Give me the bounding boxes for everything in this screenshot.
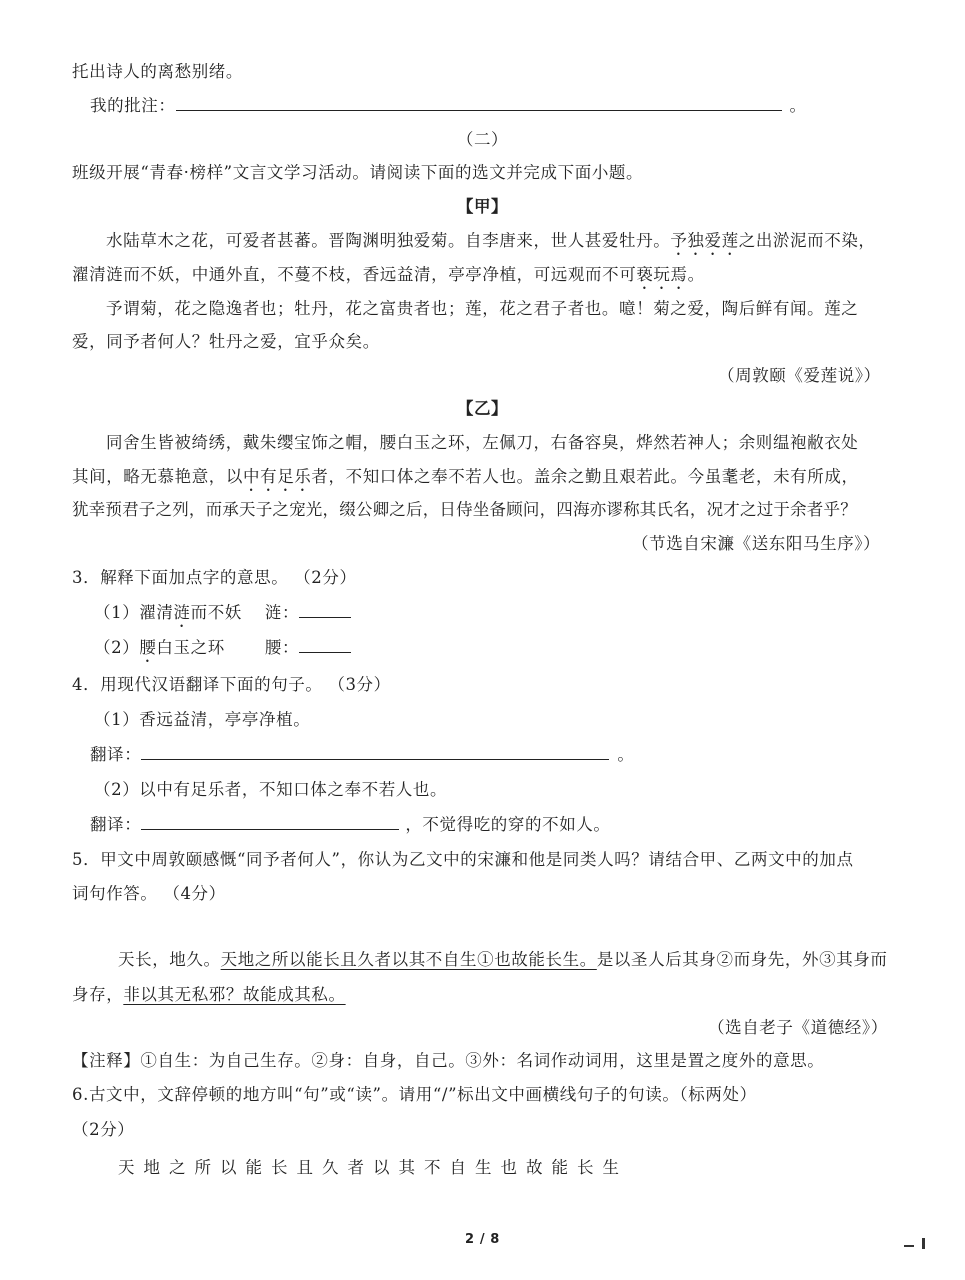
dotted-phrase: 亵玩焉 xyxy=(636,265,688,284)
page-number: 2 / 8 xyxy=(465,1232,500,1247)
question-4-1: （1）香远益清，亭亭净植。 xyxy=(94,710,311,729)
passage-jia-heading: 【甲】 xyxy=(456,197,509,216)
passage-jia-line: 爱，同予者何人？牡丹之爱，宜乎众矣。 xyxy=(72,332,380,351)
section-heading: （二） xyxy=(456,130,509,149)
annotation-line: 我的批注： 。 xyxy=(90,96,807,115)
punctuation-sentence[interactable]: 天地之所以能长且久者以其不自生也故能长生 xyxy=(118,1158,628,1177)
question-3-2: （2）腰白玉之环 腰： xyxy=(94,636,351,666)
dotted-phrase: 予独爱莲 xyxy=(670,231,739,250)
translation-line: 翻译： ，不觉得吃的穿的不如人。 xyxy=(90,815,611,834)
question-4-2: （2）以中有足乐者，不知口体之奉不若人也。 xyxy=(94,780,448,799)
dotted-phrase: 中有足乐 xyxy=(243,467,312,486)
answer-blank[interactable] xyxy=(299,601,351,618)
activity-intro: 班级开展“青春·榜样”文言文学习活动。请阅读下面的选文并完成下面小题。 xyxy=(72,163,644,182)
passage-yi-line: 犹幸预君子之列，而承天子之宠光，缀公卿之后，日侍坐备顾问，四海亦谬称其氏名，况才之过于余者乎？ xyxy=(72,500,857,519)
question-5: 词句作答。 （4分） xyxy=(72,884,226,903)
annotation-label: 我的批注： xyxy=(90,96,176,115)
underlined-sentence: 非以其无私邪？故能成其私。 xyxy=(123,985,346,1004)
passage-jia-line: 水陆草木之花，可爱者甚蕃。晋陶渊明独爱菊。自李唐来，世人甚爱牡丹。予独爱莲之出淤泥而不染， xyxy=(106,231,876,250)
scan-mark xyxy=(904,1245,914,1247)
passage-yi-heading: 【乙】 xyxy=(456,399,509,418)
source-citation: （选自老子《道德经》） xyxy=(708,1018,888,1037)
passage-jia-line: 予谓菊，花之隐逸者也；牡丹，花之富贵者也；莲，花之君子者也。噫！菊之爱，陶后鲜有闻。莲之 xyxy=(106,299,859,318)
passage-yi-line: 其间，略无慕艳意，以中有足乐者，不知口体之奉不若人也。盖余之勤且艰若此。今虽耄老，未有所成， xyxy=(72,467,859,486)
question-3-1: （1）濯清涟而不妖 涟： xyxy=(94,601,351,631)
question-4: 4．用现代汉语翻译下面的句子。 （3分） xyxy=(72,675,391,694)
translation-blank[interactable] xyxy=(141,813,399,830)
passage-jia-line: 濯清涟而不妖，中通外直，不蔓不枝，香远益清，亭亭净植，可远观而不可亵玩焉。 xyxy=(72,265,705,284)
source-citation: （节选自宋濂《送东阳马生序》） xyxy=(632,534,881,553)
footnote: 【注释】①自生：为自己生存。②身：自身，自己。③外：名词作动词用，这里是置之度外的意思。 xyxy=(72,1051,825,1070)
underlined-sentence: 天地之所以能长且久者以其不自生①也故能长生。 xyxy=(220,950,597,969)
question-5: 5．甲文中周敦颐感慨“同予者何人”，你认为乙文中的宋濂和他是同类人吗？请结合甲、乙两文中的加点 xyxy=(72,850,854,869)
text-line: 托出诗人的离愁别绪。 xyxy=(72,62,243,81)
question-6-score: （2分） xyxy=(72,1120,135,1139)
translation-line: 翻译： 。 xyxy=(90,745,635,764)
dotted-char: 腰 xyxy=(139,638,157,657)
scan-mark xyxy=(922,1238,925,1249)
laozi-passage-line: 身存，非以其无私邪？故能成其私。 xyxy=(72,985,346,1004)
answer-blank[interactable] xyxy=(299,636,351,653)
laozi-passage-line: 天长，地久。天地之所以能长且久者以其不自生①也故能长生。是以圣人后其身②而身先，外③其身而 xyxy=(118,950,888,969)
passage-yi-line: 同舍生皆被绮绣，戴朱缨宝饰之帽，腰白玉之环，左佩刀，右备容臭，烨然若神人；余则缊袍敝衣处 xyxy=(106,433,859,452)
question-6: 6.古文中，文辞停顿的地方叫“句”或“读”。请用“/”标出文中画横线句子的句读。（标两处） xyxy=(72,1085,757,1104)
translation-blank[interactable] xyxy=(141,743,609,760)
annotation-blank[interactable] xyxy=(176,94,782,111)
dotted-char: 涟 xyxy=(173,603,191,622)
question-3: 3．解释下面加点字的意思。 （2分） xyxy=(72,568,357,587)
source-citation: （周敦颐《爱莲说》） xyxy=(718,366,881,385)
